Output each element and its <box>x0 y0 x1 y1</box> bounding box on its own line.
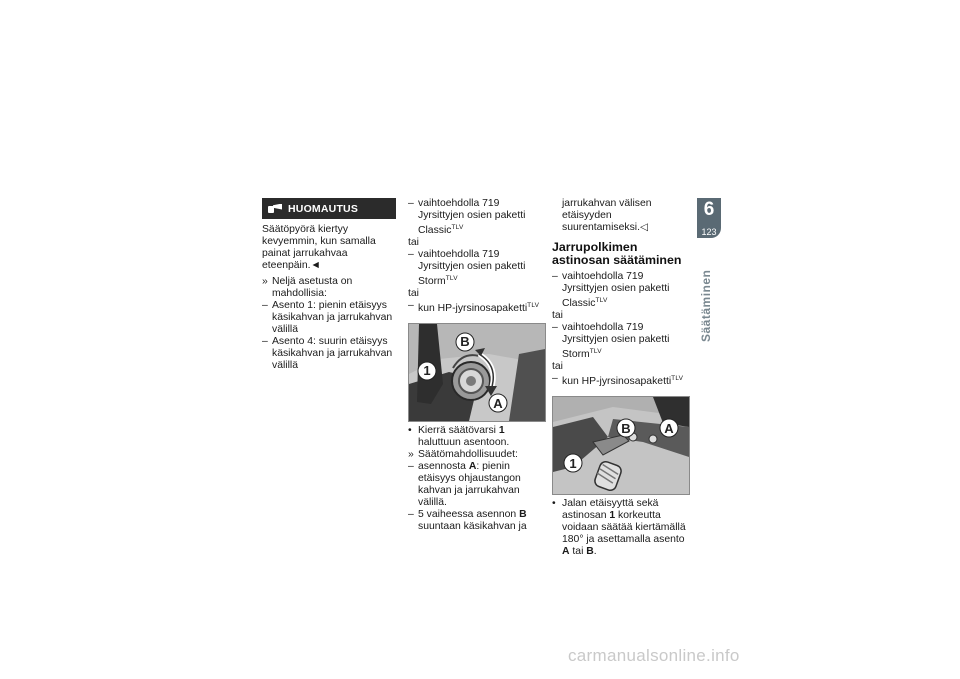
bullet-text-pre: Jalan etäisyyttä sekä astinosan <box>562 498 659 521</box>
tlv-mark: TLV <box>527 302 540 309</box>
dash-marker: – <box>408 300 414 311</box>
figure-label-a: A <box>664 421 674 436</box>
list-item <box>408 461 542 509</box>
list-item <box>262 300 396 336</box>
brake-lever-illustration <box>409 324 545 421</box>
or-text: tai <box>408 288 419 299</box>
watermark: carmanualsonline.info <box>568 646 740 665</box>
or-text: tai <box>408 237 419 248</box>
figure-label-b: B <box>460 334 470 349</box>
option-item <box>552 373 686 388</box>
option-item <box>552 271 686 310</box>
figure-label-a: A <box>493 396 503 411</box>
bullet-key-b: B <box>586 546 594 557</box>
list-item-text: Asento 4: suurin etäisyys käsikahvan ja jarrukahvan välillä <box>272 336 393 371</box>
pos-b-post: suuntaan käsikahvan ja <box>418 521 527 532</box>
list-item-text: Asento 1: pienin etäisyys käsikahvan ja jarrukahvan välillä <box>272 300 393 335</box>
brake-lever-figure <box>408 323 546 422</box>
dash-marker: – <box>552 322 558 333</box>
tlv-mark: TLV <box>451 224 464 231</box>
bullet-number: 1 <box>498 425 505 436</box>
list-item <box>262 336 396 372</box>
bullet-marker: • <box>552 498 556 509</box>
dash-marker: – <box>262 300 268 311</box>
brake-pedal-figure <box>552 396 690 495</box>
dash-marker: – <box>552 373 558 384</box>
pos-b-key: B <box>519 509 527 520</box>
option-item <box>408 300 542 315</box>
page-number: 123 <box>701 227 717 237</box>
option-item <box>408 198 542 237</box>
option-text: vaihtoehdolla 719 Jyrsittyjen osien paketti Storm <box>562 322 670 360</box>
figure-label-1: 1 <box>423 363 431 378</box>
section-heading: Jarrupolkimen astinosan säätäminen <box>552 240 682 267</box>
bullet-item <box>408 425 542 449</box>
option-item <box>408 249 542 288</box>
hand-pointer-icon <box>268 204 282 214</box>
step-marker: » <box>262 276 268 287</box>
or-text: tai <box>552 361 563 372</box>
bullet-text-mid: korkeutta voidaan säätää kiertämällä 180° ja asettamalla asento <box>562 510 686 545</box>
option-text: vaihtoehdolla 719 Jyrsittyjen osien paketti Classic <box>418 198 526 236</box>
dash-marker: – <box>262 336 268 347</box>
step-text: Säätömahdollisuudet: <box>418 449 518 460</box>
bullet-marker: • <box>408 425 412 436</box>
option-text: kun HP-jyrsinosapaketti <box>562 376 672 387</box>
step-marker: » <box>408 449 414 460</box>
figure-label-b: B <box>621 421 631 436</box>
note-header <box>262 198 396 219</box>
dash-marker: – <box>408 198 414 209</box>
pos-a-pre: asennosta <box>418 461 469 472</box>
bullet-text-pre: Kierrä säätövarsi <box>418 425 499 436</box>
option-text: vaihtoehdolla 719 Jyrsittyjen osien paketti Classic <box>562 271 670 309</box>
pos-b-pre: 5 vaiheessa asennon <box>418 509 520 520</box>
pos-a-key: A <box>468 461 477 472</box>
tlv-mark: TLV <box>595 297 608 304</box>
bullet-text-end: . <box>593 546 597 557</box>
option-text: kun HP-jyrsinosapaketti <box>418 303 528 314</box>
note-title: HUOMAUTUS <box>288 202 359 215</box>
chapter-tab <box>697 198 721 238</box>
tlv-mark: TLV <box>589 348 602 355</box>
dash-marker: – <box>408 461 414 472</box>
bullet-key-a: A <box>562 546 570 557</box>
chapter-title: Säätäminen <box>699 269 713 342</box>
pos-a-post: : pienin etäisyys ohjaustangon kahvan ja jarrukahvan välillä. <box>418 461 521 508</box>
brake-pedal-illustration <box>553 397 689 494</box>
step-item <box>408 449 542 461</box>
tlv-mark: TLV <box>445 275 458 282</box>
column-1 <box>262 198 396 372</box>
step-text: Neljä asetusta on mahdollisia: <box>272 276 353 299</box>
column-3 <box>552 198 686 558</box>
bullet-text-post: haluttuun asentoon. <box>418 437 510 448</box>
dash-marker: – <box>552 271 558 282</box>
dash-marker: – <box>408 249 414 260</box>
list-item <box>408 509 542 533</box>
note-text: Säätöpyörä kiertyy kevyemmin, kun samalla painat jarrukahvaa eteenpäin.◄ <box>262 224 376 271</box>
tlv-mark: TLV <box>671 375 684 382</box>
dash-marker: – <box>408 509 414 520</box>
option-text: vaihtoehdolla 719 Jyrsittyjen osien paketti Storm <box>418 249 526 287</box>
option-item <box>552 322 686 361</box>
bullet-item <box>552 498 686 558</box>
or-text: tai <box>552 310 563 321</box>
figure-label-1: 1 <box>569 456 577 471</box>
step-item <box>262 276 396 300</box>
bullet-number: 1 <box>609 510 616 521</box>
bullet-text-or: tai <box>569 546 587 557</box>
continued-text: jarrukahvan välisen etäisyyden suurentamiseksi.◁ <box>562 198 652 233</box>
column-2 <box>408 198 542 533</box>
chapter-number: 6 <box>703 199 715 220</box>
